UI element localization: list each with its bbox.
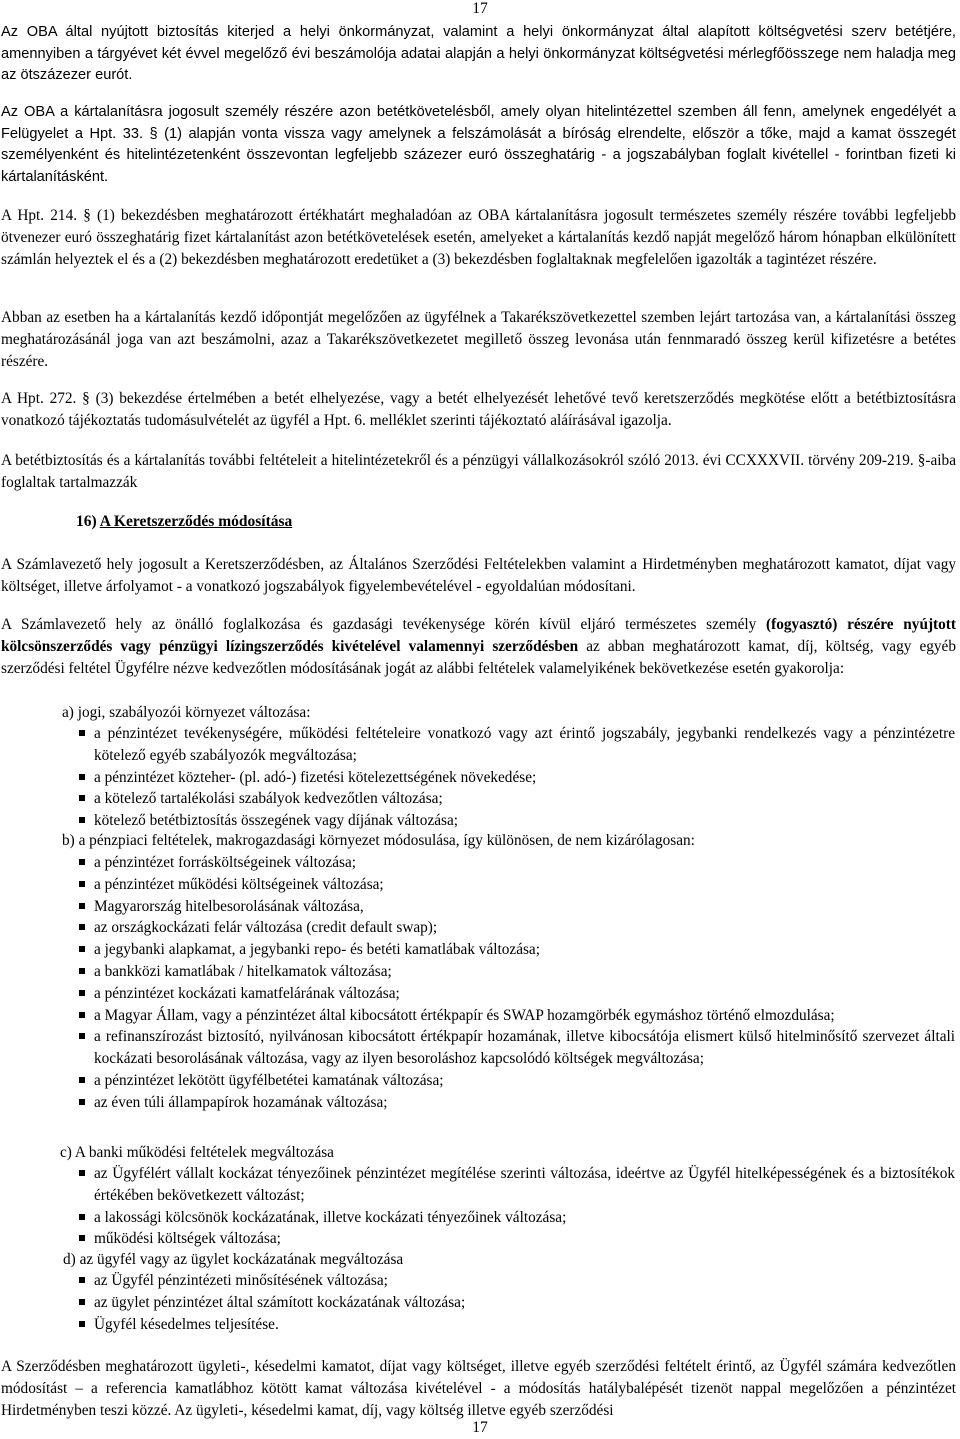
paragraph-hpt-214: A Hpt. 214. § (1) bekezdésben meghatározott értékhatárt meghaladóan az OBA kártalanításra jogosult természetes személy részére további legfeljebb ötvenezer euró összeghatárig fizet kártalanítást azon betétkövetelések esetén, amelyeket a kártalanítás kezdő napját megelőző három hónapban elkülönített számlán helyeztek el és a (2) bekezdésben meghatározott eredetüket a (3) bekezdésben foglaltaknak megfelelően igazolták a tagintézet részére. — [1, 207, 956, 268]
condition-a-title: a) jogi, szabályozói környezet változása: — [62, 704, 311, 721]
section-heading — [76, 511, 292, 533]
list-item: a pénzintézet kockázati kamatfelárának változása; — [77, 983, 955, 1005]
paragraph-oba-compensation: Az OBA a kártalanításra jogosult személy részére azon betétkövetelésből, amely olyan hitelintézettel szemben áll fenn, amelynek engedélyét a Felügyelet a Hpt. 33. § (1) alapján vonta vissza vagy amelynek a felszámolását a bíróság elrendelte, először a tőke, majd a kamat összegét személyenként és hitelintézetenként összevontan legfeljebb százezer euró összeghatárig - a jogszabályban foglalt kivétellel - forintban fizeti ki kártalanításként. — [1, 104, 956, 185]
page-number-bottom: 17 — [472, 1419, 488, 1436]
paragraph-further-conditions: A betétbiztosítás és a kártalanítás további feltételeit a hitelintézetekről és a pénzügyi vállalkozásokról szóló 2013. évi CCXXXVII. törvény 209-219. §-aiba foglaltak tartalmazzák — [1, 452, 956, 491]
paragraph-consumer-exception-text-1: A Számlavezető hely az önálló foglalkozása és gazdasági tevékenysége körén kívül eljáró természetes személy — [1, 616, 767, 633]
list-item: a pénzintézet tevékenységére, működési feltételeire vonatkozó vagy azt érintő jogszabály, jegybanki rendelkezés vagy a pénzintézetre kötelező egyéb szabályozók megváltozása; — [77, 723, 955, 767]
paragraph-consumer-exception-bold: (fogyasztó) részére nyújtott kölcsönszerződés vagy pénzügyi lízingszerződés kivételével valamennyi szerződésben — [1, 616, 956, 655]
list-item: kötelező betétbiztosítás összegének vagy díjának változása; — [77, 810, 955, 832]
section-number: 16) — [76, 513, 97, 530]
list-item: a pénzintézet működési költségeinek változása; — [77, 874, 955, 896]
paragraph-hpt-272: A Hpt. 272. § (3) bekezdése értelmében a betét elhelyezése, vagy a betét elhelyezését lehetővé tevő keretszerződés megkötése előtt a betétbiztosításra vonatkozó tájékoztatás tudomásulvételét az ügyfél a Hpt. 6. melléklet szerinti tájékoztató aláírásával igazolja. — [1, 390, 956, 429]
list-item: a lakossági kölcsönök kockázatának, illetve kockázati tényezőinek változása; — [77, 1207, 955, 1229]
list-item: az éven túli állampapírok hozamának változása; — [77, 1092, 955, 1114]
list-item: az Ügyfélért vállalt kockázat tényezőinek pénzintézet megítélése szerinti változása, ideértve az Ügyfél hitelképességének és a biztosítékok értékében bekövetkezett változást; — [77, 1163, 955, 1207]
condition-d-title: d) az ügyfél vagy az ügylet kockázatának megváltozása — [63, 1251, 404, 1268]
list-item: Magyarország hitelbesorolásának változása, — [77, 896, 955, 918]
paragraph-publication-notice: A Szerződésben meghatározott ügyleti-, késedelmi kamatot, díjat vagy költséget, illetve egyéb szerződési feltételt érintő, az Ügyfél számára kedvezőtlen módosítást – a referencia kamatlábhoz kötött kamat változása kivételével - a módosítás hatálybalépését tizenöt nappal megelőzően a pénzintézet Hirdetményben teszi közzé. Az ügyleti-, késedelmi kamat, díj, vagy költség illetve egyéb szerződési — [1, 1358, 956, 1419]
list-item: az ügylet pénzintézet által számított kockázatának változása; — [77, 1292, 955, 1314]
paragraph-unilateral-modification: A Számlavezető hely jogosult a Keretszerződésben, az Általános Szerződési Feltételekben valamint a Hirdetményben meghatározott kamatot, díjat vagy költséget, illetve árfolyamot - a vonatkozó jogszabályok figyelembevételével - egyoldalúan módosítani. — [1, 556, 956, 595]
paragraph-overdue-debt: Abban az esetben ha a kártalanítás kezdő időpontját megelőzően az ügyfélnek a Takarékszövetkezettel szemben lejárt tartozása van, a kártalanítási összeg meghatározásánál joga van azt beszámolni, azaz a Takarékszövetkezetet megillető összeg levonása után fennmaradó összeg kerül kifizetésre a betétes részére. — [1, 309, 956, 370]
condition-b-list — [77, 852, 955, 1114]
list-item: a jegybanki alapkamat, a jegybanki repo- és betéti kamatlábak változása; — [77, 939, 955, 961]
list-item: a bankközi kamatlábak / hitelkamatok változása; — [77, 961, 955, 983]
page-number-top: 17 — [472, 0, 488, 17]
condition-b-title: b) a pénzpiaci feltételek, makrogazdasági környezet módosulása, így különösen, de nem kizárólagosan: — [62, 832, 695, 849]
paragraph-oba-local-government: Az OBA által nyújtott biztosítás kiterjed a helyi önkormányzat, valamint a helyi önkormányzat által alapított költségvetési szerv betétjére, amennyiben a tárgyévet két évvel megelőző évi beszámolója adatai alapján a helyi önkormányzat költségvetési mérlegfőösszege nem haladja meg az ötszázezer eurót. — [1, 24, 956, 84]
list-item: a pénzintézet lekötött ügyfélbetétei kamatának változása; — [77, 1070, 955, 1092]
paragraph-consumer-exception-text-2: az abban meghatározott kamat, díj, költség, vagy egyéb szerződési feltétel Ügyfélre nézve kedvezőtlen módosításának jogát az alábbi feltételek valamelyikének bekövetkezése esetén gyakorolja: — [1, 637, 956, 677]
list-item: működési költségek változása; — [77, 1228, 955, 1250]
paragraph-consumer-exception — [1, 614, 956, 679]
list-item: a pénzintézet közteher- (pl. adó-) fizetési kötelezettségének növekedése; — [77, 767, 955, 789]
list-item: a pénzintézet forrásköltségeinek változása; — [77, 852, 955, 874]
list-item: a Magyar Állam, vagy a pénzintézet által kibocsátott értékpapír és SWAP hozamgörbék egymáshoz történő elmozdulása; — [77, 1005, 955, 1027]
condition-a-list — [77, 723, 955, 832]
section-title: A Keretszerződés módosítása — [99, 513, 293, 530]
list-item: a kötelező tartalékolási szabályok kedvezőtlen változása; — [77, 788, 955, 810]
condition-c-list — [77, 1163, 955, 1250]
list-item: az országkockázati felár változása (credit default swap); — [77, 917, 955, 939]
condition-d-list — [77, 1270, 955, 1335]
list-item: Ügyfél késedelmes teljesítése. — [77, 1314, 955, 1336]
condition-c-title: c) A banki működési feltételek megváltozása — [60, 1144, 334, 1161]
list-item: a refinanszírozást biztosító, nyilvánosan kibocsátott értékpapír hozamának, illetve kibocsátója elismert külső hitelminősítő szervezet általi kockázati besorolásának változása, vagy az ilyen besoroláshoz kapcsolódó költségek megváltozása; — [77, 1026, 955, 1070]
list-item: az Ügyfél pénzintézeti minősítésének változása; — [77, 1270, 955, 1292]
